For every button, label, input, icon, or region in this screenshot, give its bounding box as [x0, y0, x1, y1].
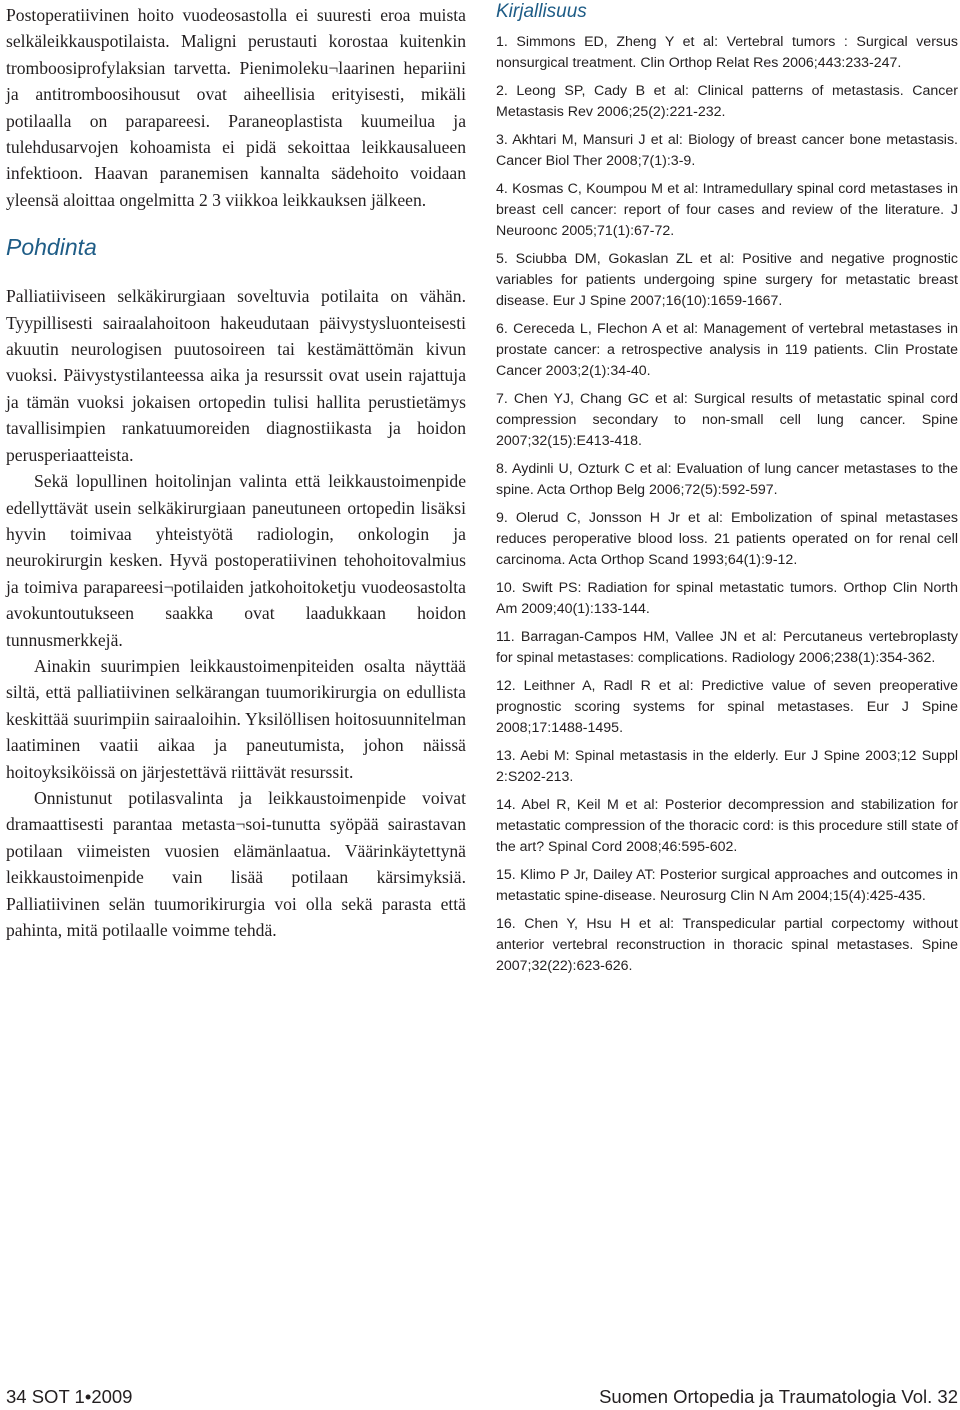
footer-page-info: 34 SOT 1•2009	[6, 1386, 133, 1407]
article-body-column	[6, 2, 466, 943]
paragraph-discussion-4: Onnistunut potilasvalinta ja leikkaustoimenpide voivat dramaattisesti parantaa metasta¬soi-tunutta syöpää sairastavan potilaan viimeisten vuosien elämänlaatua. Väärinkäytettynä leikkaustoimenpide vain lisää potilaan kärsimyksiä. Palliatiivinen selän tuumorikirurgia voi olla sekä parasta että pahinta, mitä potilaalle voimme tehdä.	[6, 787, 466, 940]
reference-item: 3. Akhtari M, Mansuri J et al: Biology of breast cancer bone metastasis. Cancer Biol Ther 2008;7(1):3-9.	[496, 132, 958, 169]
reference-item: 1. Simmons ED, Zheng Y et al: Vertebral tumors : Surgical versus nonsurgical treatment. Clin Orthop Relat Res 2006;443:233-247.	[496, 34, 958, 71]
reference-item: 12. Leithner A, Radl R et al: Predictive value of seven preoperative prognostic scoring systems for spinal metastases. Eur J Spine 2008;17:1488-1495.	[496, 678, 958, 736]
references-heading: Kirjallisuus	[496, 1, 587, 22]
reference-item: 16. Chen Y, Hsu H et al: Transpedicular partial corpectomy without anterior vertebral reconstruction in thoracic spinal metastases. Spine 2007;32(22):623-626.	[496, 916, 958, 974]
reference-item: 14. Abel R, Keil M et al: Posterior decompression and stabilization for metastatic compression of the thoracic cord: is this procedure still state of the art? Spinal Cord 2008;46:595-602.	[496, 797, 958, 855]
reference-item: 8. Aydinli U, Ozturk C et al: Evaluation of lung cancer metastases to the spine. Acta Orthop Belg 2006;72(5):592-597.	[496, 461, 958, 498]
reference-item: 2. Leong SP, Cady B et al: Clinical patterns of metastasis. Cancer Metastasis Rev 2006;25(2):221-232.	[496, 83, 958, 120]
section-heading-pohdinta: Pohdinta	[6, 234, 97, 261]
reference-item: 13. Aebi M: Spinal metastasis in the elderly. Eur J Spine 2003;12 Suppl 2:S202-213.	[496, 748, 958, 785]
references-column	[496, 0, 958, 984]
paragraph-discussion-3: Ainakin suurimpien leikkaustoimenpiteiden osalta näyttää siltä, että palliatiivinen selkärangan tuumorikirurgia on edullista keskittää suurimpiin sairaaloihin. Yksilöllisen hoitosuunnitelman laatiminen vaatii aikaa ja paneutumista, johon näissä hoitoyksiköissä on järjestettävä riittävät resurssit.	[6, 655, 466, 782]
paragraph-discussion-1: Palliatiiviseen selkäkirurgiaan soveltuvia potilaita on vähän. Tyypillisesti sairaalahoitoon hakeudutaan päivystysluonteisesti akuutin neurologisen puutosoireen tai kestämättömän kivun vuoksi. Päivystystilanteessa aika ja resurssit ovat usein rajattuja ja tämän vuoksi jokaisen ortopedin tulisi hallita perustietämys tavallisimpien rankatuumoreiden diagnostiikasta ja hoidon perusperiaatteista.	[6, 286, 466, 465]
paragraph-discussion-2: Sekä lopullinen hoitolinjan valinta että leikkaustoimenpide edellyttävät usein selkäkirurgiaan paneutuneen ortopedin lisäksi hyvin toimivaa yhteistyötä radiologin, onkologin ja neurokirurgin kesken. Hyvä postoperatiivinen tehohoitovalmius ja toimiva parapareesi¬potilaiden jatkohoitoketju vuodeosastolta avokuntoutukseen saakka ovat laadukkaan hoidon tunnusmerkkejä.	[6, 471, 466, 650]
footer-journal-title: Suomen Ortopedia ja Traumatologia Vol. 32	[599, 1386, 958, 1407]
reference-item: 11. Barragan-Campos HM, Vallee JN et al: Percutaneus vertebroplasty for spinal metastases: complications. Radiology 2006;238(1):354-362.	[496, 629, 958, 666]
reference-item: 10. Swift PS: Radiation for spinal metastatic tumors. Orthop Clin North Am 2009;40(1):133-144.	[496, 580, 958, 617]
reference-item: 5. Sciubba DM, Gokaslan ZL et al: Positive and negative prognostic variables for patients undergoing spine surgery for metastatic breast disease. Eur J Spine 2007;16(10):1659-1667.	[496, 251, 958, 309]
reference-item: 6. Cereceda L, Flechon A et al: Management of vertebral metastases in prostate cancer: a retrospective analysis in 119 patients. Clin Prostate Cancer 2003;2(1):34-40.	[496, 321, 958, 379]
paragraph-postoperative-care: Postoperatiivinen hoito vuodeosastolla ei suuresti eroa muista selkäleikkauspotilaista. Maligni perustauti korostaa kuitenkin tromboosiprofylaksian tarvetta. Pienimoleku¬laarinen hepariini ja antitromboosihousut ovat aiheellisia erityisesti, mikäli potilaalla on parapareesi. Paraneoplastista kuumeilua ja tulehdusarvojen kohoamista ei pidä sekoittaa leikkausalueen infektioon. Haavan paranemisen kannalta sädehoito voidaan yleensä aloittaa ongelmitta 2 3 viikkoa leikkauksen jälkeen.	[6, 5, 466, 210]
reference-item: 15. Klimo P Jr, Dailey AT: Posterior surgical approaches and outcomes in metastatic spine-disease. Neurosurg Clin N Am 2004;15(4):425-435.	[496, 867, 958, 904]
reference-item: 7. Chen YJ, Chang GC et al: Surgical results of metastatic spinal cord compression secondary to non-small cell lung cancer. Spine 2007;32(15):E413-418.	[496, 391, 958, 449]
reference-item: 9. Olerud C, Jonsson H Jr et al: Embolization of spinal metastases reduces peroperative blood loss. 21 patients operated on for renal cell carcinoma. Acta Orthop Scand 1993;64(1):9-12.	[496, 510, 958, 568]
reference-item: 4. Kosmas C, Koumpou M et al: Intramedullary spinal cord metastases in breast cell cancer: report of four cases and review of the literature. J Neuroonc 2005;71(1):67-72.	[496, 181, 958, 239]
